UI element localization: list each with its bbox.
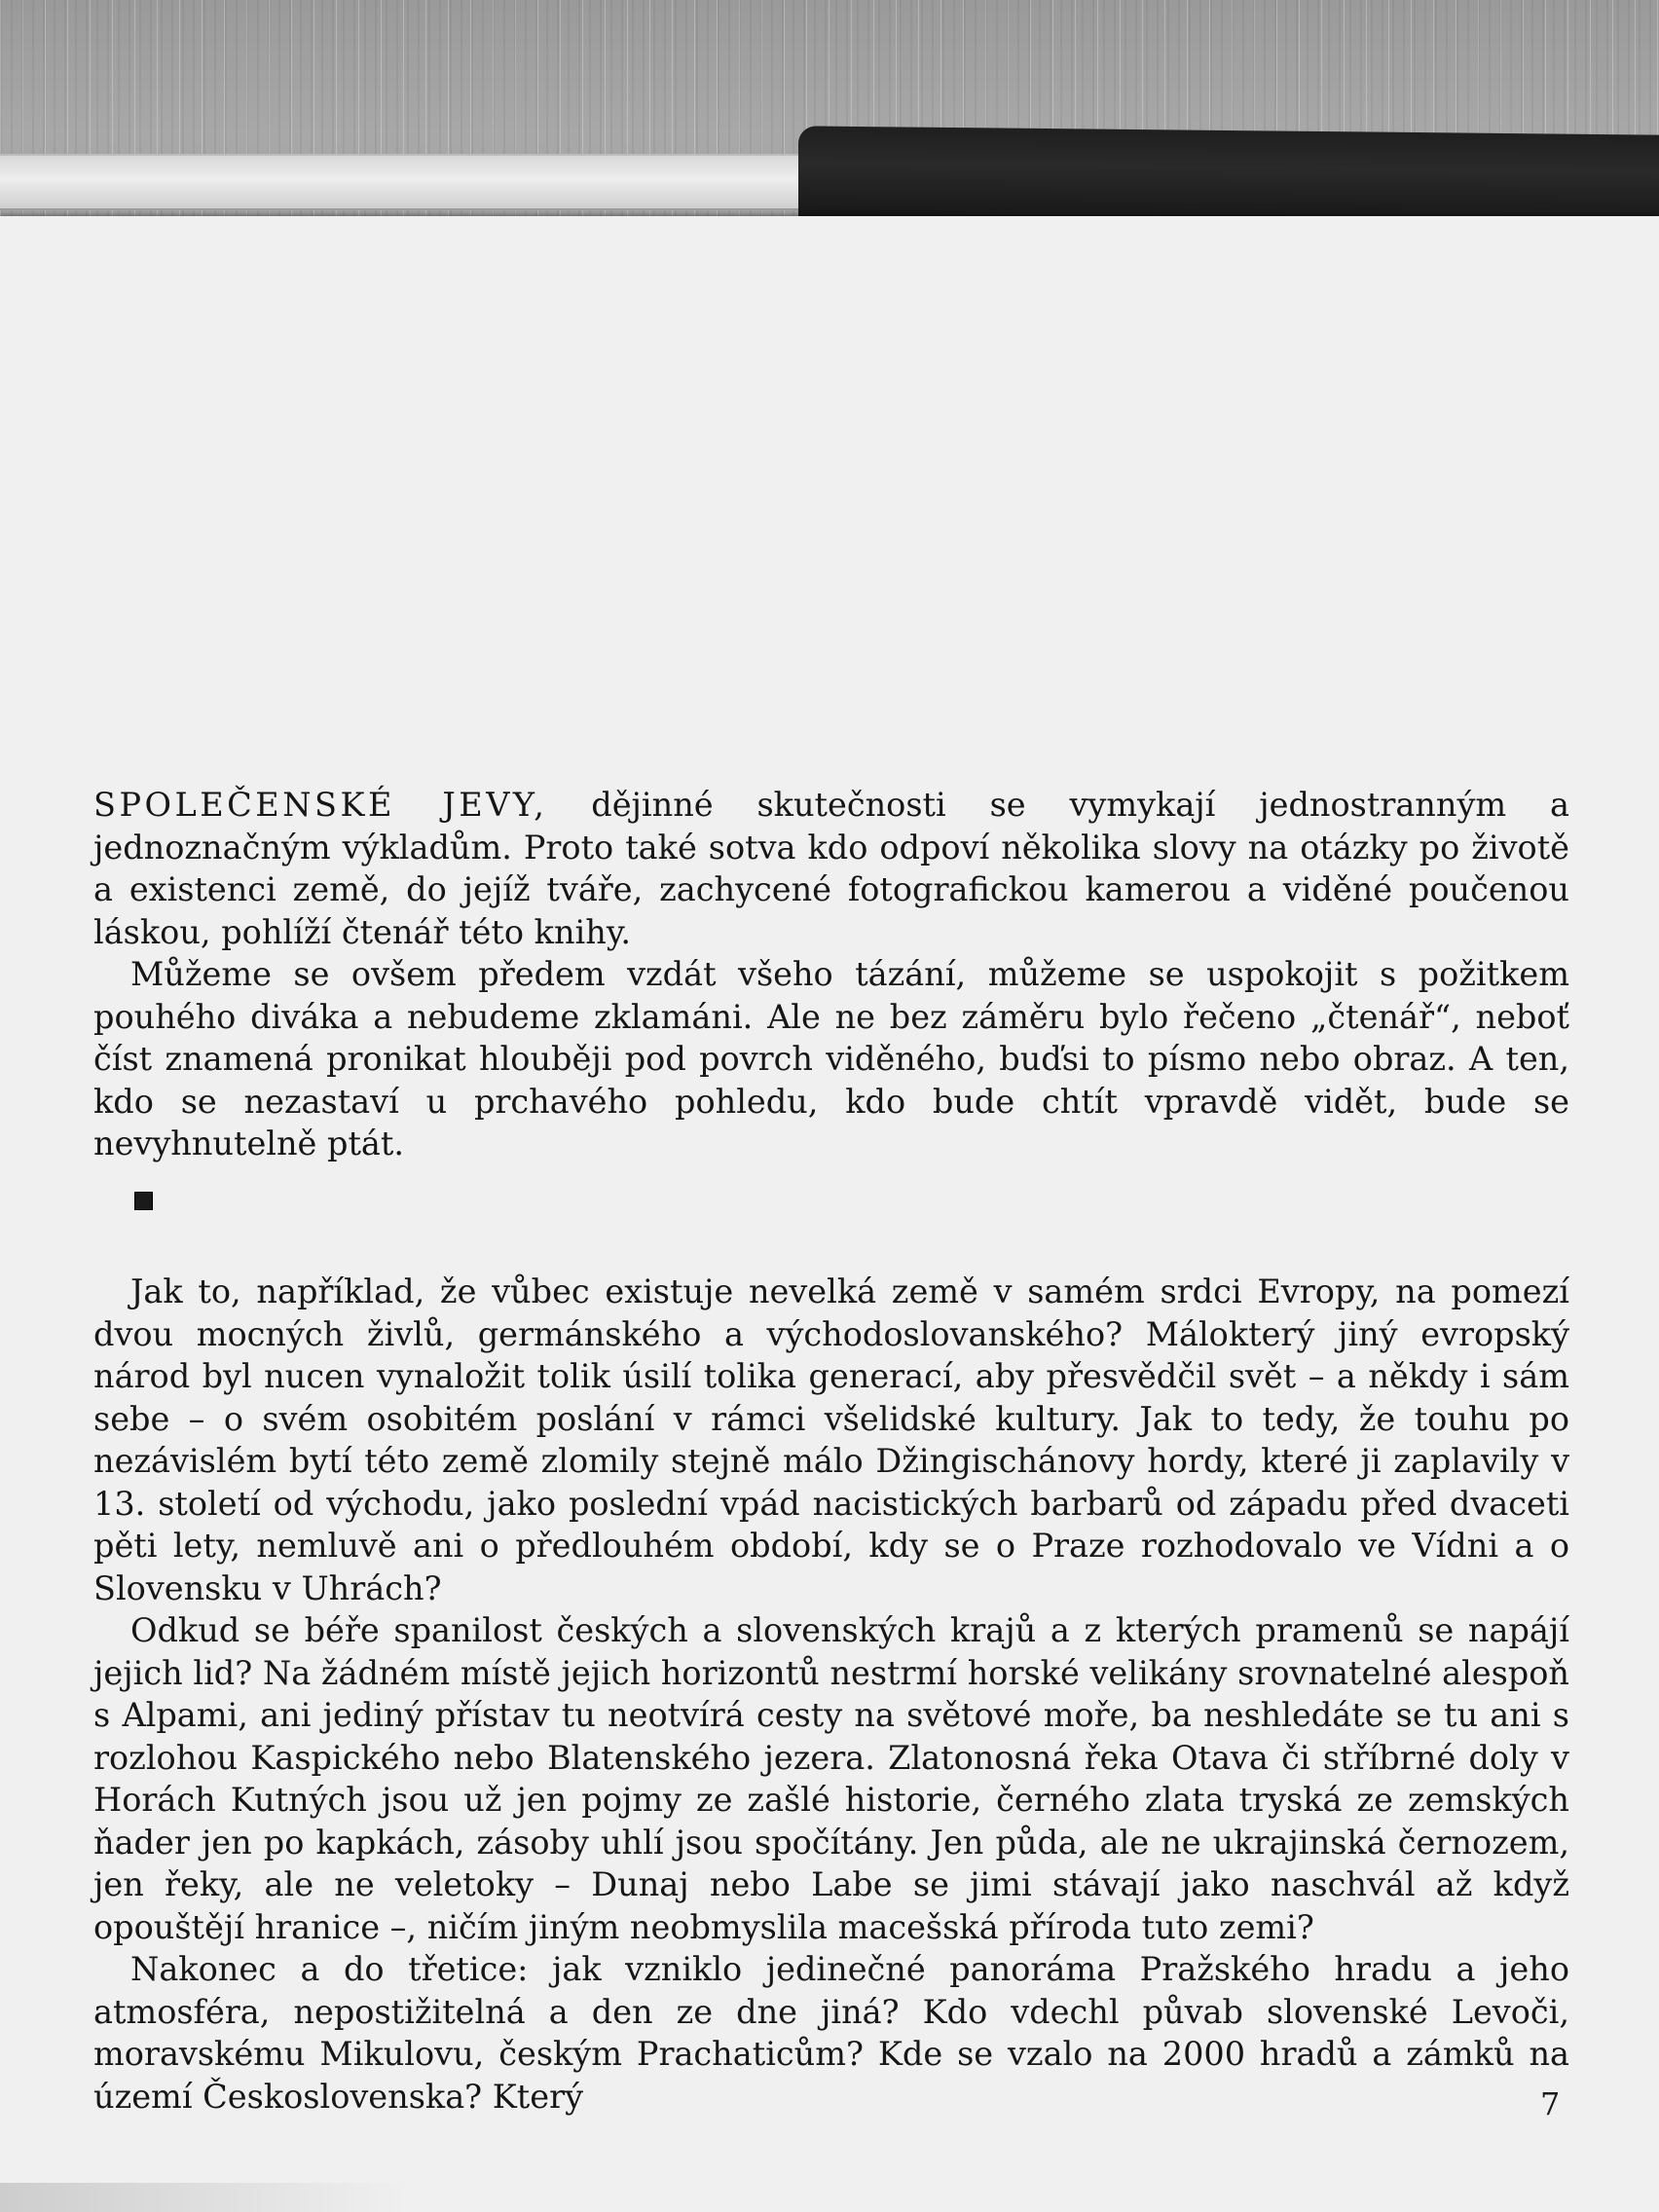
intro-section xyxy=(93,784,1569,1165)
section-divider-square-icon xyxy=(134,1192,153,1210)
intro-paragraph-1-text: dějinné skutečnosti se vymykají jednostranným a jednoznačným výkladům. Proto také sotva kdo odpoví několika slovy na otázky po životě a existenci země, do jejíž tváře, zachycené fotografickou kamerou a viděné poučenou láskou, pohlíží čtenář této knihy. xyxy=(93,786,1569,951)
book-page-edge xyxy=(0,154,808,210)
watermark-strip xyxy=(0,2183,409,2212)
main-paragraph-2: Odkud se béře spanilost českých a slovenských krajů a z kterých pramenů se napájí jejich lid? Na žádném místě jejich horizontů nestrmí horské velikány srovnatelné alespoň s Alpami, ani jediný přístav tu neotvírá cesty na světové moře, ba neshledáte se tu ani s rozlohou Kaspického nebo Blatenského jezera. Zlatonosná řeka Otava či stříbrné doly v Horách Kutných jsou už jen pojmy ze zašlé historie, černého zlata tryská ze zemských ňader jen po kapkách, zásoby uhlí jsou spočítány. Jen půda, ale ne ukrajinská černozem, jen řeky, ale ne veletoky – Dunaj nebo Labe se jimi stávají jako naschvál až když opouštějí hranice –, ničím jiným neobmyslila macešská příroda tuto zemi? xyxy=(93,1611,1569,1946)
book-cover-edge xyxy=(798,126,1659,228)
lead-caps: SPOLEČENSKÉ JEVY, xyxy=(93,786,548,824)
intro-paragraph-2: Můžeme se ovšem předem vzdát všeho tázání, můžeme se uspokojit s požitkem pouhého diváka a nebudeme zklamáni. Ale ne bez záměru bylo řečeno „čtenář“, neboť číst znamená pronikat hlouběji pod povrch viděného, buďsi to písmo nebo obraz. A ten, kdo se nezastaví u prchavého pohledu, kdo bude chtít vpravdě vidět, bude se nevyhnutelně ptát. xyxy=(93,955,1569,1162)
page-number: 7 xyxy=(1540,2085,1561,2122)
main-section xyxy=(93,1271,1569,2118)
main-paragraph-3: Nakonec a do třetice: jak vzniklo jedinečné panoráma Pražského hradu a jeho atmosféra, nepostižitelná a den ze dne jiná? Kdo vdechl půvab slovenské Levoči, moravskému Mikulovu, českým Prachaticům? Kde se vzalo na 2000 hradů a zámků na území Československa? Který xyxy=(93,1950,1569,2116)
main-paragraph-1: Jak to, například, že vůbec existuje nevelká země v samém srdci Evropy, na pomezí dvou mocných živlů, germánského a východoslovanského? Málokterý jiný evropský národ byl nucen vynaložit tolik úsilí tolika generací, aby přesvědčil svět – a někdy i sám sebe – o svém osobitém poslání v rámci všelidské kultury. Jak to tedy, že touhu po nezávislém bytí této země zlomily stejně málo Džingischánovy hordy, které ji zaplavily v 13. století od východu, jako poslední vpád nacistických barbarů od západu před dvaceti pěti lety, nemluvě ani o předlouhém období, kdy se o Praze rozhodovalo ve Vídni a o Slovensku v Uhrách? xyxy=(93,1272,1569,1607)
intro-paragraph-1 xyxy=(93,784,1569,953)
